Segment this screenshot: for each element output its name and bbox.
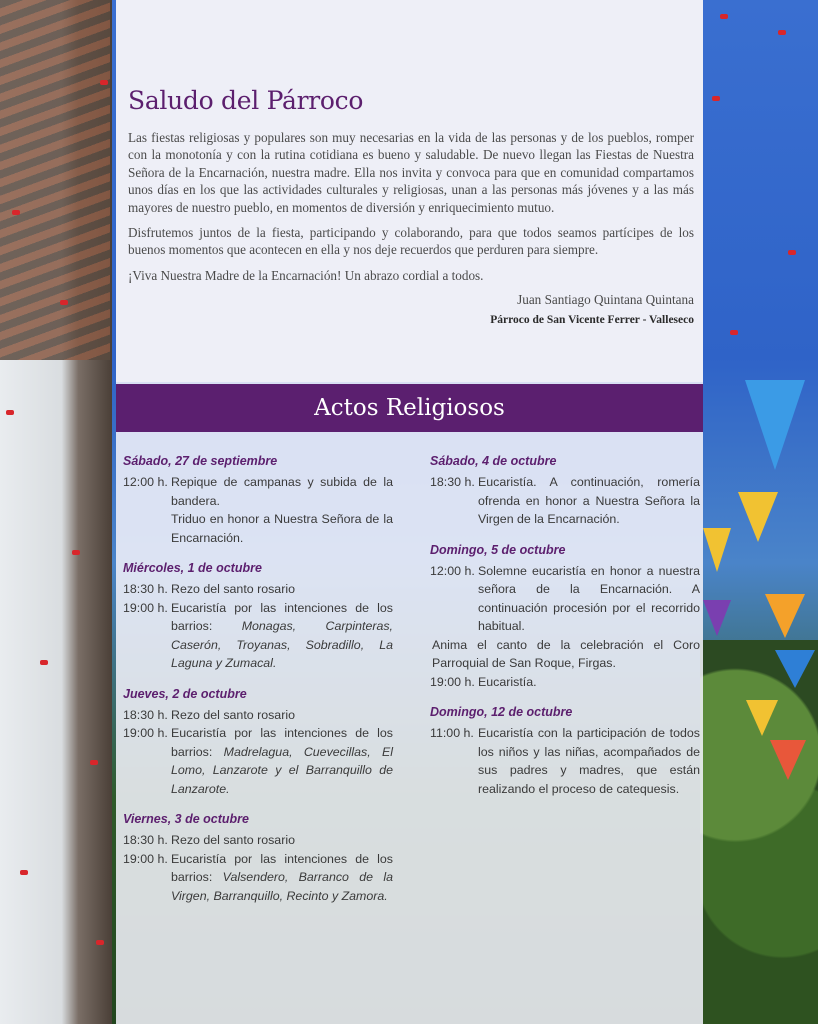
schedule-left-column	[123, 454, 393, 919]
confetti	[96, 940, 104, 945]
event-item	[123, 850, 393, 906]
confetti	[720, 14, 728, 19]
trees	[700, 640, 818, 1024]
bunting-flag	[775, 650, 815, 688]
confetti	[730, 330, 738, 335]
day-title: Jueves, 2 de octubre	[123, 686, 247, 701]
confetti	[12, 210, 20, 215]
day-block	[430, 454, 700, 529]
event-description: Repique de campanas y subida de la bandera.	[171, 475, 393, 508]
confetti	[778, 30, 786, 35]
confetti	[712, 96, 720, 101]
signature	[128, 292, 694, 326]
event-description: Rezo del santo rosario	[171, 707, 295, 722]
day-title: Sábado, 27 de septiembre	[123, 454, 278, 468]
section-banner	[116, 384, 703, 432]
confetti	[20, 870, 28, 875]
bunting-flag	[703, 528, 731, 572]
event-item	[430, 724, 700, 798]
event-text: Eucaristía por las intenciones de los barrios:	[171, 600, 393, 633]
event-description: Rezo del santo rosario	[171, 833, 295, 847]
event-text: Eucaristía por las intenciones de los barrios:	[171, 726, 393, 759]
event-description: Eucaristía. A continuación, romería ofrenda en honor a Nuestra Señora la Virgen de la Encarnación.	[478, 475, 700, 526]
event-time: 18:30 h.	[123, 833, 168, 847]
event-description	[171, 724, 393, 798]
event-description: Solemne eucaristía en honor a nuestra señora de la Encarnación. A continuación procesión por el recorrido habitual.	[478, 563, 700, 633]
event-time: 18:30 h.	[430, 475, 475, 489]
event-description: Rezo del santo rosario	[171, 582, 295, 596]
day-title: Miércoles, 1 de octubre	[123, 561, 262, 575]
confetti	[788, 250, 796, 255]
confetti	[72, 550, 80, 555]
event-time: 11:00 h.	[430, 726, 474, 740]
event-item	[123, 473, 393, 510]
greeting-title: Saludo del Párroco	[128, 86, 364, 115]
greeting-paragraph: ¡Viva Nuestra Madre de la Encarnación! Un abrazo cordial a todos.	[128, 267, 484, 283]
bunting-flag	[746, 700, 778, 736]
event-item	[123, 831, 393, 850]
event-item	[430, 562, 700, 636]
confetti	[40, 660, 48, 665]
day-block	[123, 687, 393, 799]
bunting-flag	[738, 492, 778, 542]
event-time: 18:30 h.	[123, 707, 168, 722]
bunting-flag	[745, 380, 805, 470]
day-block	[123, 812, 393, 905]
day-title: Viernes, 3 de octubre	[123, 812, 249, 826]
day-title: Domingo, 12 de octubre	[430, 705, 573, 719]
event-description: Eucaristía con la participación de todos los niños y las niñas, acompañados de sus padres y madres, que están realizando el proceso de catequesis.	[478, 726, 700, 796]
event-time: 19:00 h.	[430, 674, 475, 689]
confetti	[100, 80, 108, 85]
event-item	[430, 473, 700, 529]
banner-title: Actos Religiosos	[314, 395, 505, 421]
day-block	[123, 561, 393, 673]
tiled-roof	[0, 0, 110, 360]
event-time: 12:00 h.	[123, 475, 168, 489]
event-time: 19:00 h.	[123, 600, 168, 615]
day-block	[123, 454, 393, 547]
confetti	[60, 300, 68, 305]
bunting-flag	[765, 594, 805, 638]
event-item	[123, 599, 393, 673]
bunting-flag	[703, 600, 731, 636]
event-places: Monagas, Carpinteras, Caserón, Troyanas, Sobradillo, La Laguna y Zumacal.	[171, 619, 393, 670]
event-places: Valsendero, Barranco de la Virgen, Barranquillo, Recinto y Zamora.	[171, 870, 394, 903]
event-item	[430, 673, 700, 692]
confetti	[6, 410, 14, 415]
confetti	[90, 760, 98, 765]
event-description	[171, 599, 393, 673]
event-places: Madrelagua, Cuevecillas, El Lomo, Lanzarote y el Barranquillo de Lanzarote.	[171, 744, 393, 796]
event-time: 19:00 h.	[123, 726, 168, 740]
event-item	[123, 724, 393, 798]
signature-role: Párroco de San Vicente Ferrer - Valleseco	[490, 314, 694, 327]
greeting-paragraph: Las fiestas religiosas y populares son muy necesarias en la vida de las personas y de los pueblos, romper con la monotonía y con la rutina cotidiana es bueno y saludable. De nuevo llegan las Fiestas de Nuestra Señora de la Encarnación, nuestra madre. Ella nos invita y convoca para que en comunidad compartamos unos días en los que las actividades culturales y religiosas, unan a las personas más jóvenes y a las más mayores de nuestro pueblo, en momentos de diversión y enriquecimiento mutuo.	[128, 130, 694, 215]
signature-name: Juan Santiago Quintana Quintana	[517, 292, 694, 308]
bunting-flag	[770, 740, 806, 780]
event-note: Anima el canto de la celebración el Coro Parroquial de San Roque, Firgas.	[432, 637, 700, 670]
schedule-right-column	[430, 454, 700, 812]
event-description: Eucaristía.	[478, 674, 537, 689]
event-text: Eucaristía por las intenciones de los barrios:	[171, 851, 393, 884]
event-item	[123, 580, 393, 599]
event-time: 19:00 h.	[123, 851, 168, 866]
day-block	[430, 543, 700, 692]
event-description	[171, 850, 393, 906]
day-title: Sábado, 4 de octubre	[430, 454, 557, 468]
event-note: Triduo en honor a Nuestra Señora de la Encarnación.	[171, 512, 393, 545]
event-item	[123, 706, 393, 725]
day-title: Domingo, 5 de octubre	[430, 542, 566, 557]
greeting-paragraph: Disfrutemos juntos de la fiesta, participando y colaborando, para que todos seamos partícipes de los buenos momentos que acontecen en ella y nos deje recuerdos que perduren para siempre.	[128, 225, 694, 258]
greeting-body	[128, 129, 694, 284]
day-block	[430, 705, 700, 798]
event-time: 12:00 h.	[430, 563, 475, 578]
greeting-section	[128, 86, 694, 326]
event-time: 18:30 h.	[123, 582, 168, 596]
